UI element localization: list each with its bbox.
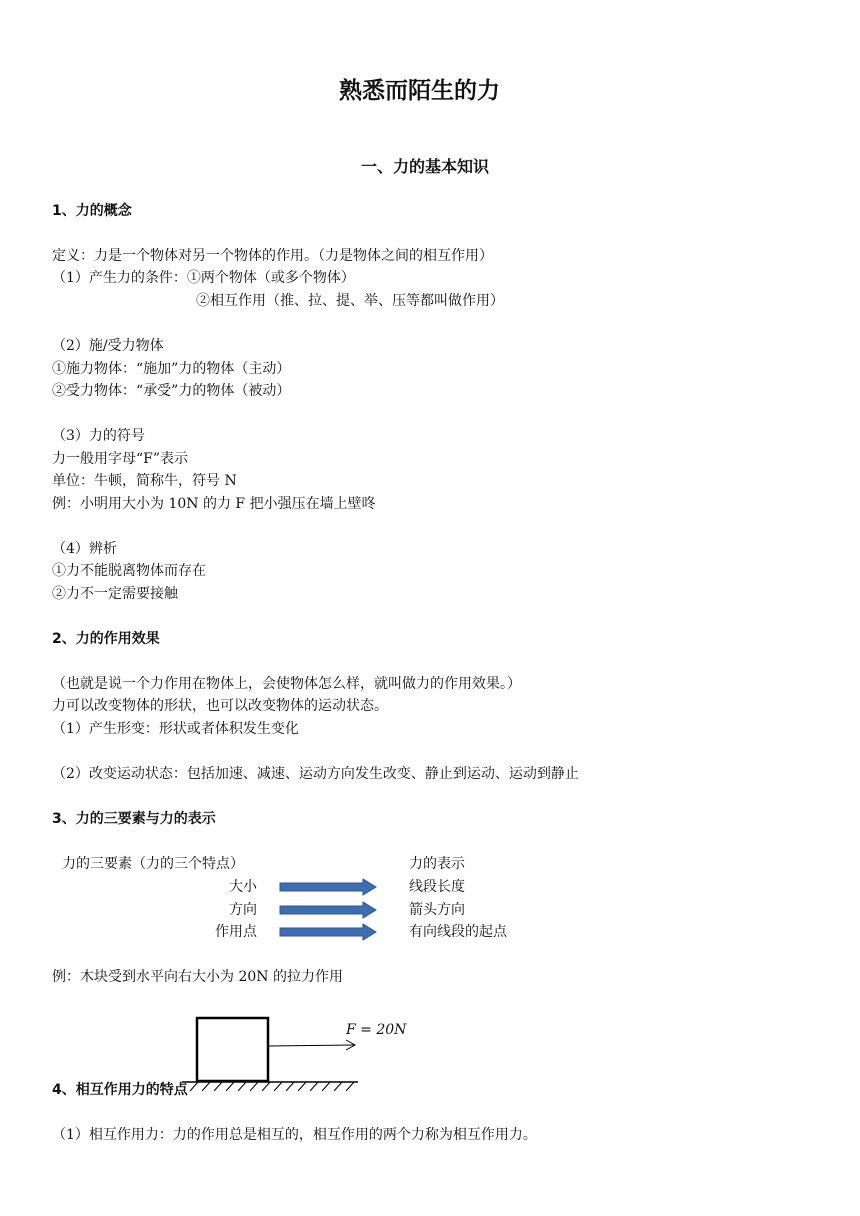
arrow-icon: [279, 901, 379, 919]
symbol-text: 力一般用字母“F”表示: [52, 451, 189, 467]
element-magnitude: 大小: [229, 879, 257, 895]
representation-start-point: 有向线段的起点: [409, 924, 507, 940]
representation-header: 力的表示: [409, 856, 465, 872]
effects-line-4: （2）改变运动状态：包括加速、减速、运动方向发生改变、静止到运动、运动到静止: [52, 766, 579, 782]
analysis-item-1: ①力不能脱离物体而存在: [52, 563, 206, 579]
heading-three-elements: 3、力的三要素与力的表示: [52, 811, 216, 827]
condition-text-1: （1）产生力的条件：①两个物体（或多个物体）: [52, 270, 355, 286]
three-elements-header: 力的三要素（力的三个特点）: [62, 856, 244, 872]
receiver-object-text: ②受力物体：“承受”力的物体（被动）: [52, 383, 291, 399]
heading-force-effects: 2、力的作用效果: [52, 631, 160, 647]
arrow-icon: [279, 923, 379, 941]
representation-arrow-direction: 箭头方向: [409, 902, 465, 918]
wooden-block: [197, 1018, 268, 1081]
ground-hatching: [190, 1082, 354, 1091]
example-text-1: 例：小明用大小为 10N 的力 F 把小强压在墙上壁咚: [52, 496, 376, 512]
analysis-item-2: ②力不一定需要接触: [52, 586, 178, 602]
document-title: 熟悉而陌生的力: [339, 78, 500, 104]
interaction-line-1: （1）相互作用力：力的作用总是相互的，相互作用的两个力称为相互作用力。: [52, 1127, 537, 1143]
effects-line-3: （1）产生形变：形状或者体积发生变化: [52, 721, 299, 737]
condition-text-2: ②相互作用（推、拉、提、举、压等都叫做作用）: [196, 293, 504, 309]
representation-length: 线段长度: [409, 879, 465, 895]
section-title: 一、力的基本知识: [361, 157, 490, 176]
force-example-text: 例：木块受到水平向右大小为 20N 的拉力作用: [52, 969, 343, 985]
unit-text: 单位：牛顿，简称牛，符号 N: [52, 473, 237, 489]
sub-heading-analysis: （4）辨析: [52, 541, 117, 557]
effects-line-2: 力可以改变物体的形状，也可以改变物体的运动状态。: [52, 698, 388, 714]
element-point-of-application: 作用点: [215, 924, 257, 940]
arrow-icon: [279, 878, 379, 896]
sub-heading-force-symbol: （3）力的符号: [52, 428, 145, 444]
element-direction: 方向: [229, 902, 257, 918]
force-label: F = 20N: [346, 1022, 407, 1038]
definition-text: 定义：力是一个物体对另一个物体的作用。（力是物体之间的相互作用）: [52, 248, 493, 264]
sub-heading-agent-receiver: （2）施/受力物体: [52, 338, 164, 354]
heading-interaction-forces: 4、相互作用力的特点: [52, 1082, 188, 1098]
effects-line-1: （也就是说一个力作用在物体上，会使物体怎么样，就叫做力的作用效果。）: [52, 676, 521, 692]
force-arrow: [268, 1045, 354, 1046]
heading-force-concept: 1、力的概念: [52, 203, 132, 219]
agent-object-text: ①施力物体：“施加”力的物体（主动）: [52, 361, 291, 377]
